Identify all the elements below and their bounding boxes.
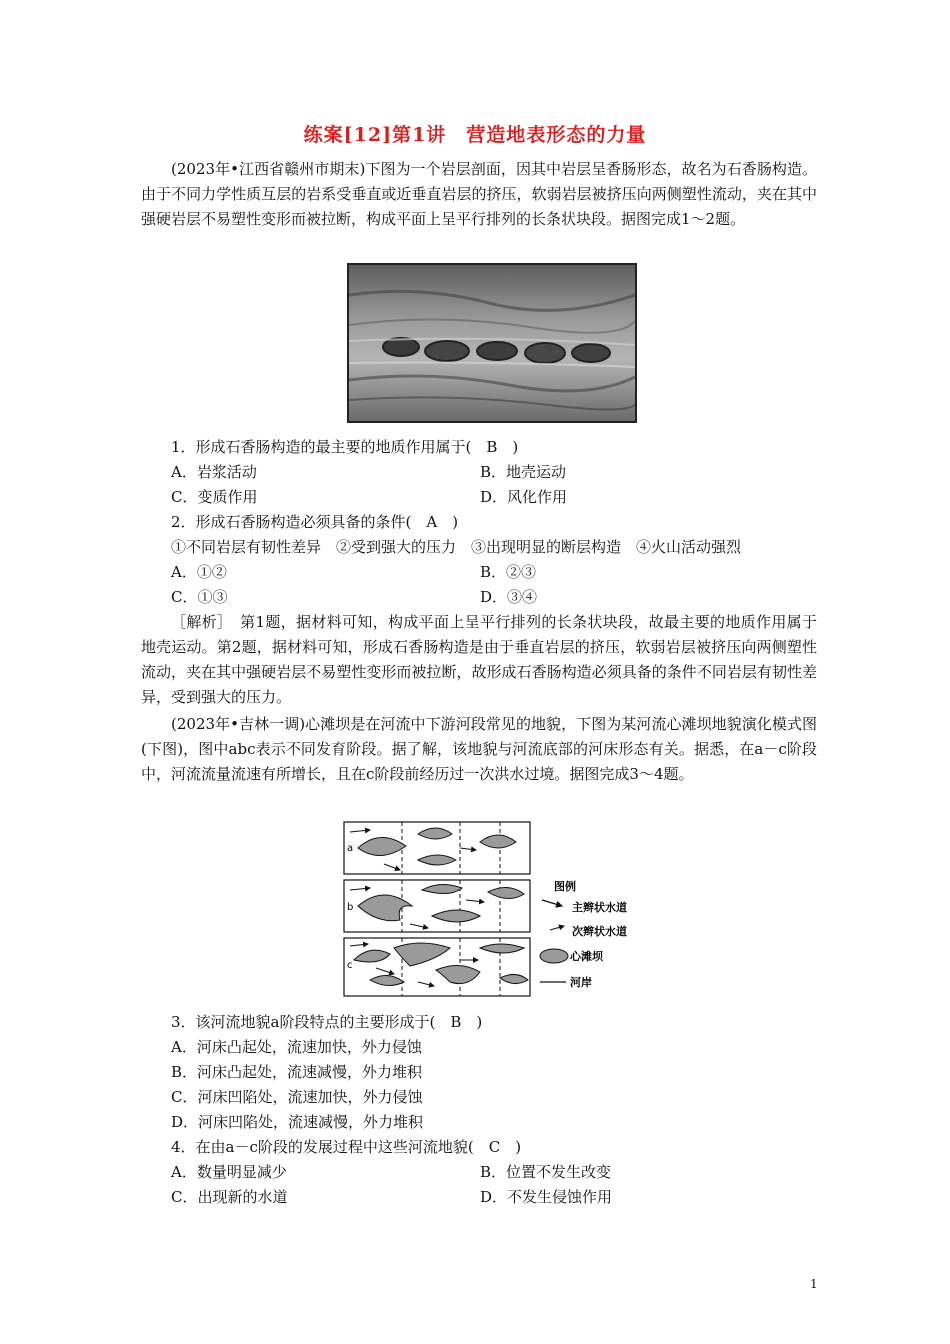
page-number: 1 [810,1277,818,1291]
legend-sub-channel: 次辫状水道 [572,925,627,938]
stage-b-panel [344,880,530,932]
q1-option-b: B．地壳运动 [480,463,567,481]
q4-option-c: C．出现新的水道 [171,1188,288,1206]
q1-option-d: D．风化作用 [480,488,568,506]
q4-option-b: B．位置不发生改变 [480,1163,612,1181]
q4-option-d: D．不发生侵蚀作用 [480,1188,613,1206]
intro-passage-1: (2023年•江西省赣州市期末)下图为一个岩层剖面，因其中岩层呈香肠形态，故名为石香肠构造。由于不同力学性质互层的岩系受垂直或近垂直岩层的挤压，软弱岩层被挤压向两侧塑性流动，夹在其中强硬岩层不易塑性变形而被拉断，构成平面上呈平行排列的长条状块段。据图完成1～2题。 [141,160,817,228]
q3-option-c: C．河床凹陷处，流速加快，外力侵蚀 [171,1088,423,1106]
q4-option-a: A．数量明显减少 [171,1163,287,1181]
q2-option-c: C．①③ [171,588,228,606]
stage-label-c: c [347,960,353,971]
q3-option-d: D．河床凹陷处，流速减慢，外力堆积 [171,1113,424,1131]
q2-option-b: B．②③ [480,563,537,581]
legend-channel-bar: 心滩坝 [570,950,603,963]
q2-option-a: A．①② [171,563,227,581]
stage-c-panel [344,938,530,996]
q4-stem: 4．在由a－c阶段的发展过程中这些河流地貌( C ) [171,1138,522,1156]
q3-option-a: A．河床凸起处，流速加快，外力侵蚀 [171,1038,422,1056]
intro-passage-2: (2023年•吉林一调)心滩坝是在河流中下游河段常见的地貌，下图为某河流心滩坝地貌演化模式图(下图)，图中abc表示不同发育阶段。据了解，该地貌与河流底部的河床形态有关。据悉，在a－c阶段中，河流流量流速有所增长，且在c阶段前经历过一次洪水过境。据图完成3～4题。 [141,715,817,783]
legend-river-bank: 河岸 [570,976,592,989]
q2-items: ①不同岩层有韧性差异 ②受到强大的压力 ③出现明显的断层构造 ④火山活动强烈 [171,538,742,556]
stage-label-a: a [347,843,354,854]
q1-option-a: A．岩浆活动 [171,463,257,481]
q1-option-c: C．变质作用 [171,488,258,506]
boudinage-rock-photo [347,263,637,423]
stage-a-panel [344,822,530,874]
legend-title: 图例 [554,880,576,893]
analysis-passage: ［解析］ 第1题，据材料可知，构成平面上呈平行排列的长条状块段，故最主要的地质作用属于地壳运动。第2题，据材料可知，形成石香肠构造是由于垂直岩层的挤压，软弱岩层被挤压向两侧塑性流动，夹在其中强硬岩层不易塑性变形而被拉断，故形成石香肠构造必须具备的条件不同岩层有韧性差异，受到强大的压力。 [141,613,817,706]
q3-stem: 3．该河流地貌a阶段特点的主要形成于( B ) [171,1013,483,1031]
q2-stem: 2．形成石香肠构造必须具备的条件( A ) [171,513,459,531]
legend-main-channel: 主辫状水道 [572,901,627,914]
q1-stem: 1．形成石香肠构造的最主要的地质作用属于( B ) [171,438,519,456]
q2-option-d: D．③④ [480,588,538,606]
page-title: 练案[12]第1讲 营造地表形态的力量 [303,124,647,146]
stage-label-b: b [347,902,354,913]
q3-option-b: B．河床凸起处，流速减慢，外力堆积 [171,1063,423,1081]
braided-river-diagram [340,820,640,1000]
